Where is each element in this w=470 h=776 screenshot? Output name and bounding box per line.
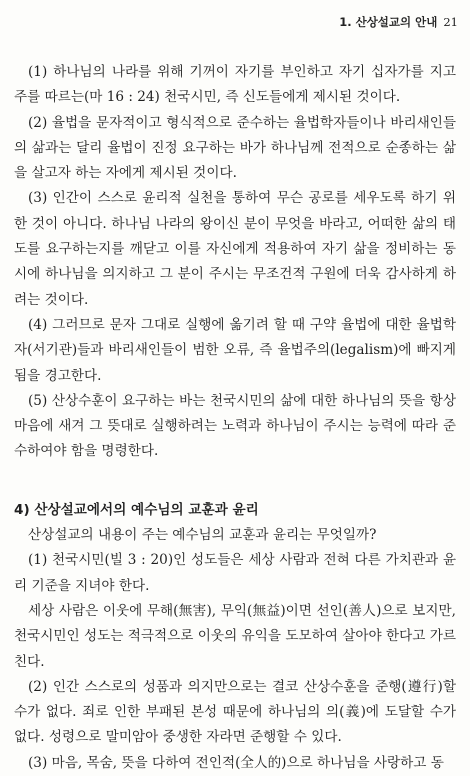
paragraph-5: (5) 산상수훈이 요구하는 바는 천국시민의 삶에 대한 하나님의 뜻을 항상 마음에 새겨 그 뜻대로 실행하려는 노력과 하나님이 주시는 능력에 따라 준수하여야 함을 명령한다.	[14, 392, 456, 460]
section-paragraph-1: 산상설교의 내용이 주는 예수님의 교훈과 윤리는 무엇일까?	[28, 527, 377, 544]
paragraph-3: (3) 인간이 스스로 윤리적 실천을 통하여 무슨 공로를 세우도록 하기 위한 것이 아니다. 하나님 나라의 왕이신 분이 무엇을 바라고, 어떠한 삶의 태도를 요구하는지를 깨닫고 이를 자신에게 적용하여 자기 삶을 정비하는 동시에 하나님을 의지하고 그 분이 주시는 무조건적 구원에 더욱 감사하게 하려는 것이다.	[14, 190, 456, 308]
section-paragraph-5: (3) 마음, 목숨, 뜻을 다하여 전인적(全人的)으로 하나님을 사랑하고 동	[28, 754, 444, 771]
paragraph-4: (4) 그러므로 문자 그대로 실행에 옮기려 할 때 구약 율법에 대한 율법학자(서기관)들과 바리새인들이 범한 오류, 즉 율법주의(legalism)에 빠지게 됨을 경고한다.	[14, 316, 456, 384]
page-number: 21	[443, 15, 458, 29]
paragraph-1: (1) 하나님의 나라를 위해 기꺼이 자기를 부인하고 자기 십자가를 지고 주를 따르는(마 16 : 24) 천국시민, 즉 신도들에게 제시된 것이다.	[14, 64, 456, 106]
page-body	[14, 60, 456, 776]
running-header	[339, 14, 458, 30]
paragraph-2: (2) 율법을 문자적이고 형식적으로 준수하는 율법학자들이나 바리새인들의 삶과는 달리 율법이 진정 요구하는 바가 하나님께 전적으로 순종하는 삶을 살고자 하는 자에게 제시된 것이다.	[14, 114, 456, 182]
section-paragraph-2: (1) 천국시민(빌 3 : 20)인 성도들은 세상 사람과 전혀 다른 가치관과 윤리 기준을 지녀야 한다.	[14, 552, 456, 594]
chapter-title: 1. 산상설교의 안내	[339, 15, 438, 29]
section-paragraph-3: 세상 사람은 이웃에 무해(無害), 무익(無益)이면 선인(善人)으로 보지만, 천국시민인 성도는 적극적으로 이웃의 유익을 도모하여 살아야 한다고 가르친다.	[14, 602, 456, 670]
section-paragraph-4: (2) 인간 스스로의 성품과 의지만으로는 결코 산상수훈을 준행(遵行)할 수가 없다. 죄로 인한 부패된 본성 때문에 하나님의 의(義)에 도달할 수가 없다. 성령으로 말미암아 중생한 자라면 준행할 수 있다.	[14, 678, 456, 746]
section-heading: 4) 산상설교에서의 예수님의 교훈과 윤리	[14, 501, 259, 518]
